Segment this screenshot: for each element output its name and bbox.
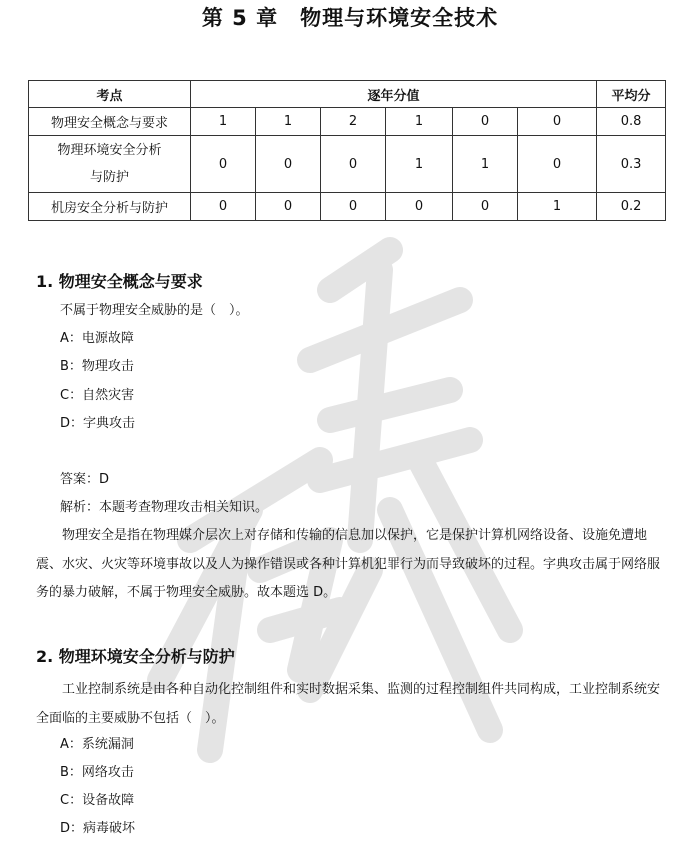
score-cell: 0 [191,193,256,221]
header-topic: 考点 [29,81,191,108]
score-cell: 1 [191,108,256,136]
score-cell: 0 [321,193,386,221]
question-2-option-d: D：病毒破坏 [60,821,136,836]
row-topic-line: 与防护 [89,170,129,185]
section-1-heading: 1. 物理安全概念与要求 [36,272,203,291]
question-1-option-a: A：电源故障 [60,331,134,346]
table-row [29,136,666,193]
score-cell: 1 [453,136,518,193]
question-1-option-c: C：自然灾害 [60,388,135,403]
question-2-option-c: C：设备故障 [60,793,135,808]
question-1-text: 不属于物理安全威胁的是（ ）。 [60,303,249,318]
score-cell: 0 [256,193,321,221]
average-cell: 0.2 [597,193,666,221]
question-2-option-b: B：网络攻击 [60,765,134,780]
score-cell: 1 [256,108,321,136]
chapter-title: 第 5 章 物理与环境安全技术 [201,6,499,30]
table-row [29,193,666,221]
question-2-text: 工业控制系统是由各种自动化控制组件和实时数据采集、监测的过程控制组件共同构成，工业控制系统安全面临的主要威胁不包括（ ）。 [36,682,661,726]
question-2-option-a: A：系统漏洞 [60,737,134,752]
score-cell: 1 [386,108,453,136]
score-cell: 1 [386,136,453,193]
row-topic: 机房安全分析与防护 [29,193,191,221]
row-topic-line: 物理环境安全分析 [57,143,162,158]
header-yearly-scores: 逐年分值 [191,81,597,108]
row-topic: 物理安全概念与要求 [29,108,191,136]
average-cell: 0.8 [597,108,666,136]
score-cell: 0 [321,136,386,193]
score-cell: 0 [518,136,597,193]
question-1-option-d: D：字典攻击 [60,416,136,431]
score-cell: 0 [518,108,597,136]
average-cell: 0.3 [597,136,666,193]
score-cell: 1 [518,193,597,221]
explanation-1: 物理安全是指在物理媒介层次上对存储和传输的信息加以保护，它是保护计算机网络设备、设施免遭地震、水灾、火灾等环境事故以及人为操作错误或各种计算机犯罪行为而导致破坏的过程。字典攻击属于网络服务的暴力破解，不属于物理安全威胁。故本题选 D。 [36,528,661,600]
row-topic [29,136,191,193]
section-2-heading: 2. 物理环境安全分析与防护 [36,647,235,666]
score-cell: 0 [386,193,453,221]
score-cell: 2 [321,108,386,136]
score-table [28,80,666,221]
score-cell: 0 [453,193,518,221]
header-average: 平均分 [597,81,666,108]
score-cell: 0 [453,108,518,136]
table-row [29,108,666,136]
question-1-option-b: B：物理攻击 [60,359,134,374]
answer-1: 答案：D [60,472,110,487]
score-cell: 0 [256,136,321,193]
score-cell: 0 [191,136,256,193]
analysis-1: 解析：本题考查物理攻击相关知识。 [60,500,269,515]
table-header-row [29,81,666,108]
